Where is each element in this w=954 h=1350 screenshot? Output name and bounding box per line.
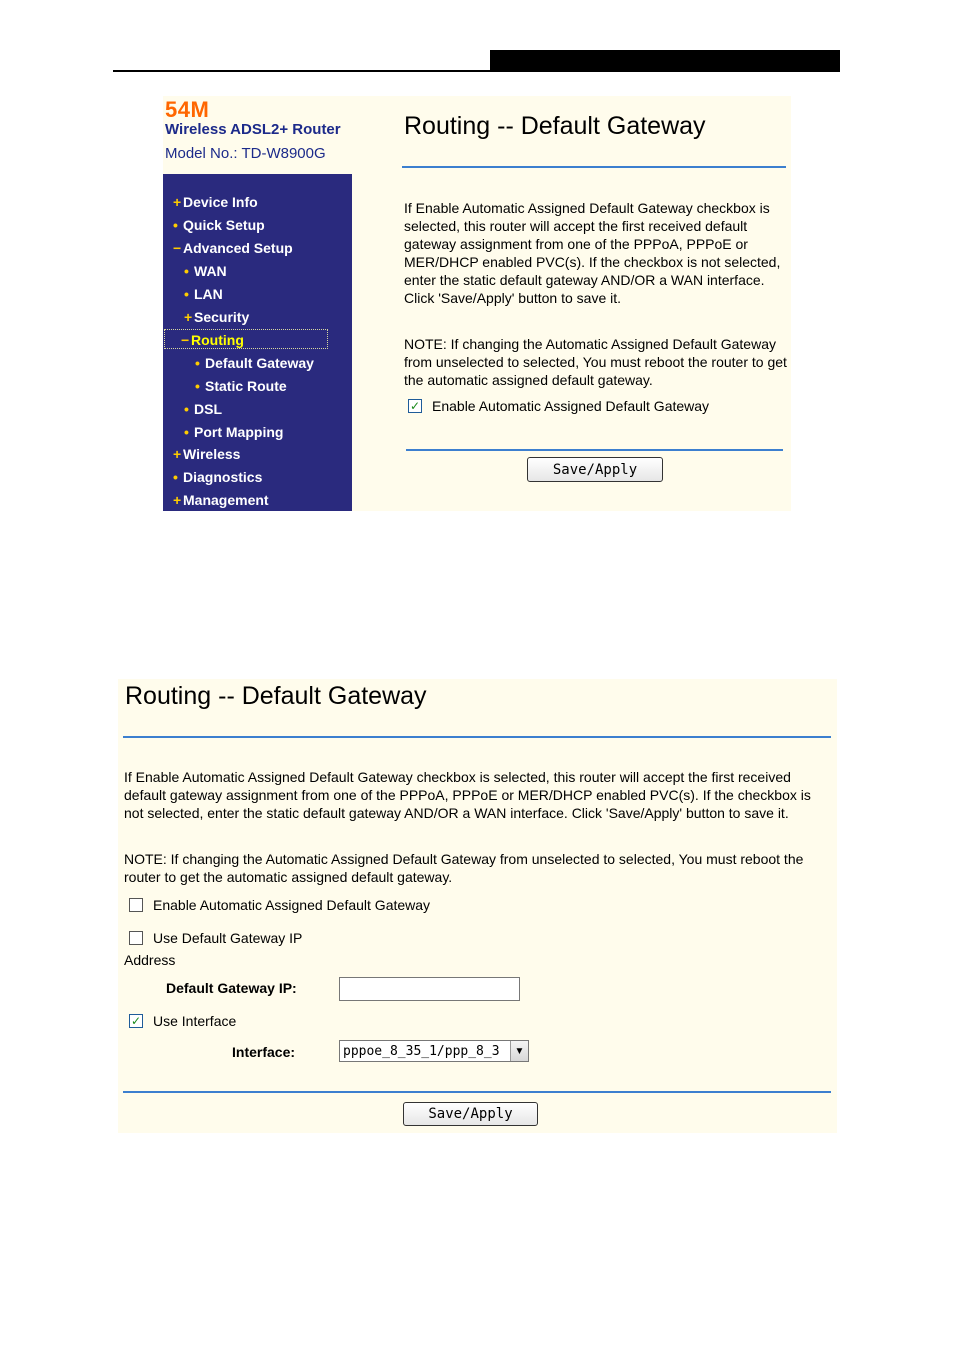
model-value: TD-W8900G [241,145,326,162]
sidebar-item-diagnostics[interactable] [173,467,262,487]
save-apply-button[interactable]: Save/Apply [403,1102,538,1126]
sidebar-item-quick-setup[interactable] [173,215,265,235]
router-ui-screenshot-manual [118,679,837,1133]
gateway-ip-label: Default Gateway IP: [166,980,297,996]
page-description: If Enable Automatic Assigned Default Gateway checkbox is selected, this router will accept the first received default gateway assignment from one of the PPPoA, PPPoE or MER/DHCP enabled PVC(s). If the checkbox is not selected, enter the static default gateway AND/OR a WAN interface. Click 'Save/Apply' button to save it. [404,200,781,306]
brand-product-name: Wireless ADSL2+ Router [165,121,341,138]
use-gateway-ip-option [129,930,302,946]
use-interface-checkbox[interactable]: ✓ [130,1014,142,1028]
brand-model [165,145,326,162]
use-gateway-ip-checkbox[interactable] [129,931,143,945]
chevron-down-icon[interactable]: ▼ [510,1041,528,1061]
sidebar-item-advanced-setup[interactable] [173,238,293,258]
sidebar-item-label: Wireless [183,446,241,462]
title-divider [123,736,831,738]
sidebar [163,96,352,511]
gateway-ip-input[interactable] [339,977,520,1001]
expand-icon: + [173,446,182,462]
auto-gateway-option [408,398,709,414]
page-title: Routing -- Default Gateway [404,112,706,140]
expand-icon: + [184,309,193,325]
collapse-icon: − [173,240,182,256]
use-gateway-ip-label: Use Default Gateway IP [153,930,303,946]
sidebar-item-label: Management [183,492,269,508]
title-divider [402,166,786,168]
sidebar-item-label: Advanced Setup [183,240,293,256]
auto-gateway-checkbox[interactable] [129,898,143,912]
interface-select-value: pppoe_8_35_1/ppp_8_3 [343,1043,500,1059]
sidebar-item-device-info[interactable] [173,192,258,212]
bullet-icon: • [195,355,200,371]
sidebar-item-label: Quick Setup [183,217,265,233]
page-note: NOTE: If changing the Automatic Assigned Default Gateway from unselected to selected, You must reboot the router to get the automatic assigned default gateway. [124,851,804,885]
expand-icon: + [173,492,182,508]
collapse-icon: − [181,332,190,348]
page-header-bar [490,50,840,70]
sidebar-item-port-mapping[interactable] [184,422,283,442]
model-label: Model No.: [165,145,238,162]
use-interface-option [129,1013,236,1029]
sidebar-item-wan[interactable] [184,261,227,281]
bullet-icon: • [184,424,189,440]
sidebar-item-label: DSL [194,401,222,417]
sidebar-item-label: WAN [194,263,227,279]
auto-gateway-checkbox[interactable]: ✓ [409,399,421,413]
page-note: NOTE: If changing the Automatic Assigned Default Gateway from unselected to selected, You must reboot the router to get the automatic assigned default gateway. [404,336,787,388]
bullet-icon: • [184,286,189,302]
footer-divider [406,449,783,451]
footer-divider [123,1091,831,1093]
sidebar-item-lan[interactable] [184,284,223,304]
auto-gateway-label: Enable Automatic Assigned Default Gateway [153,897,431,913]
interface-label: Interface: [232,1044,296,1060]
page-title: Routing -- Default Gateway [125,682,427,710]
page-header-rule [113,70,840,72]
sidebar-item-label: Port Mapping [194,424,284,440]
sidebar-item-security[interactable] [184,307,249,327]
sidebar-item-static-route[interactable] [195,376,287,396]
sidebar-item-label: Diagnostics [183,469,263,485]
router-ui-screenshot-auto [163,96,791,511]
sidebar-item-routing[interactable] [164,329,328,349]
bullet-icon: • [184,401,189,417]
sidebar-item-label: Default Gateway [205,355,314,371]
bullet-icon: • [184,263,189,279]
sidebar-item-management[interactable] [173,490,269,510]
bullet-icon: • [195,378,200,394]
sidebar-item-label: Device Info [183,194,258,210]
auto-gateway-label: Enable Automatic Assigned Default Gateway [432,398,710,414]
sidebar-item-dsl[interactable] [184,399,222,419]
bullet-icon: • [173,469,178,485]
sidebar-item-wireless[interactable] [173,444,240,464]
brand-speed: 54M [165,97,210,122]
sidebar-item-default-gateway[interactable] [195,353,314,373]
sidebar-item-label: LAN [194,286,223,302]
sidebar-item-label: Static Route [205,378,287,394]
brand-logo [163,96,352,174]
sidebar-item-label: Routing [191,332,244,348]
page-description: If Enable Automatic Assigned Default Gateway checkbox is selected, this router will accept the first received default gateway assignment from one of the PPPoA, PPPoE or MER/DHCP enabled PVC(s). If the checkbox is not selected, enter the static default gateway AND/OR a WAN interface. Click 'Save/Apply' button to save it. [124,769,811,821]
auto-gateway-option [129,897,430,913]
bullet-icon: • [173,217,178,233]
interface-select[interactable] [339,1040,529,1062]
save-apply-button[interactable]: Save/Apply [527,457,663,482]
sidebar-item-label: Security [194,309,250,325]
use-interface-label: Use Interface [153,1013,237,1029]
expand-icon: + [173,194,182,210]
use-gateway-ip-label-continued: Address [124,952,176,968]
